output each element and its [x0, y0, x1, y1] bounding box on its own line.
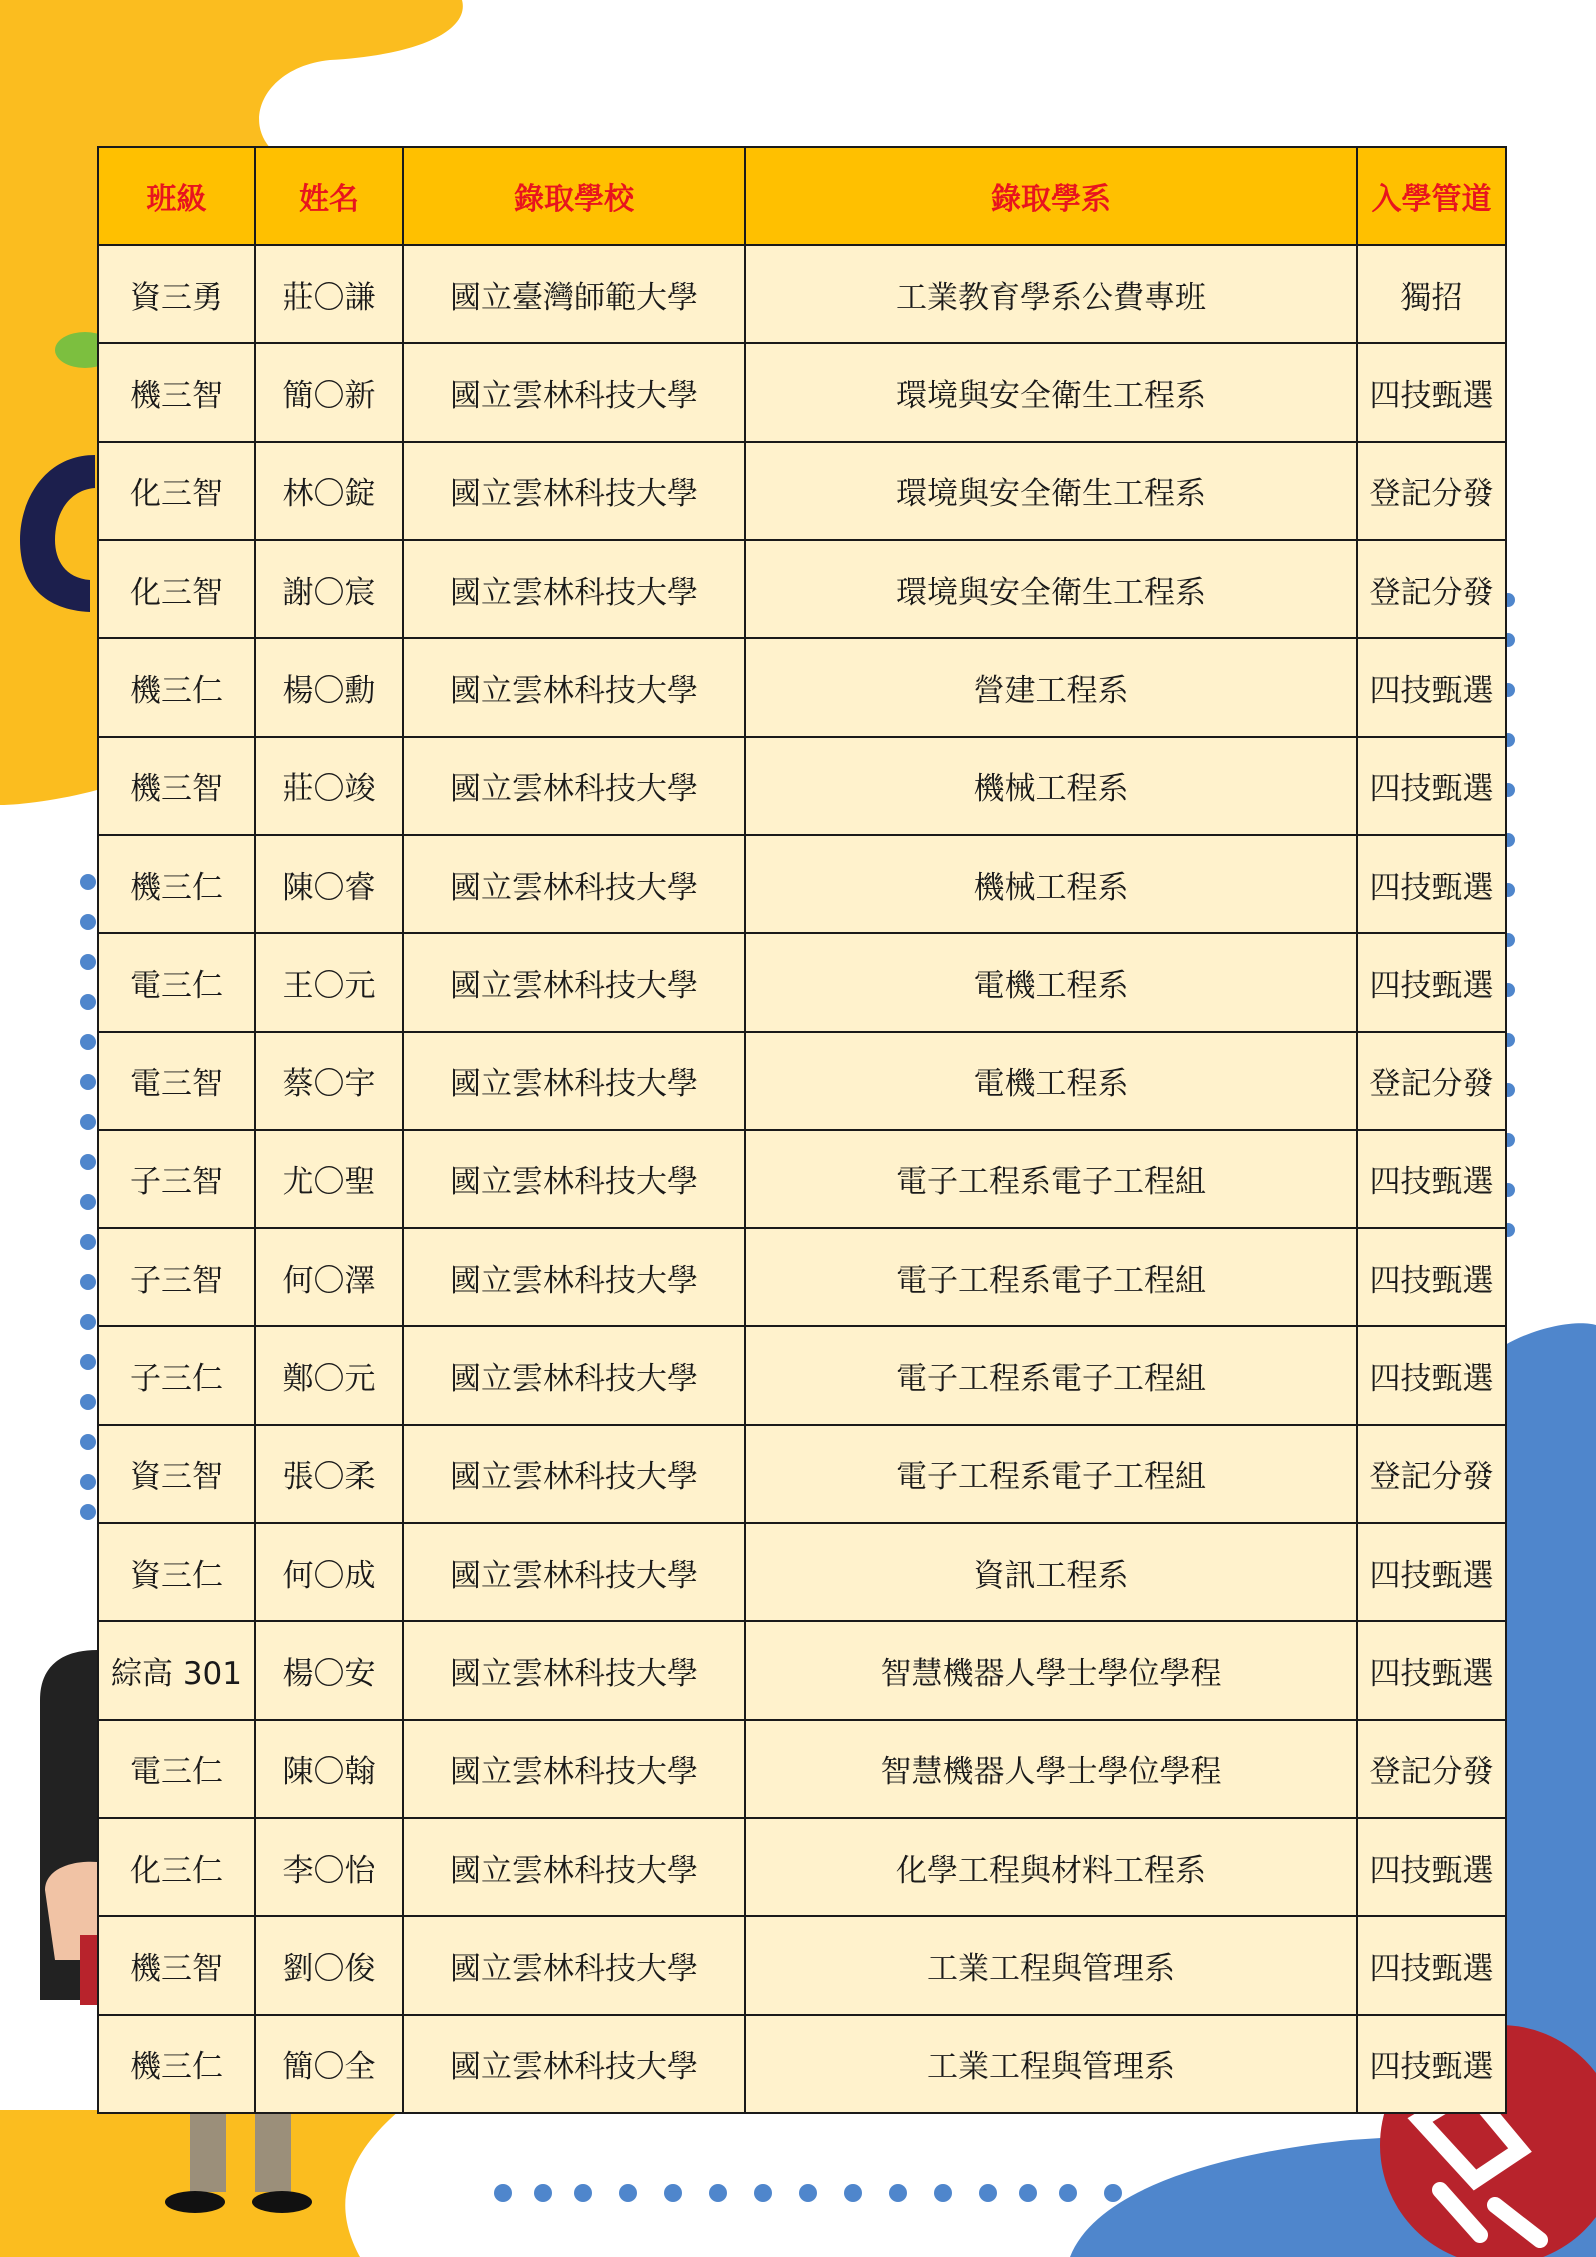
- cell-channel: 四技甄選: [1357, 1818, 1506, 1916]
- cell-name: 王〇元: [255, 933, 403, 1031]
- table-row: [98, 343, 1506, 441]
- cell-name: 李〇怡: [255, 1818, 403, 1916]
- table-row: [98, 1228, 1506, 1326]
- cell-channel: 四技甄選: [1357, 1621, 1506, 1719]
- cell-channel: 四技甄選: [1357, 1523, 1506, 1621]
- cell-class: 機三智: [98, 1916, 255, 2014]
- cell-class: 子三智: [98, 1130, 255, 1228]
- cell-school: 國立雲林科技大學: [403, 1130, 745, 1228]
- cell-channel: 四技甄選: [1357, 638, 1506, 736]
- table-row: [98, 1425, 1506, 1523]
- bottom-dots: [494, 2184, 1122, 2202]
- table-row: [98, 1916, 1506, 2014]
- table-row: [98, 1523, 1506, 1621]
- table-row: [98, 737, 1506, 835]
- cell-name: 謝〇宸: [255, 540, 403, 638]
- cell-department: 工業工程與管理系: [745, 1916, 1357, 2014]
- cell-name: 簡〇全: [255, 2015, 403, 2113]
- header-school: 錄取學校: [403, 147, 745, 245]
- cell-school: 國立臺灣師範大學: [403, 245, 745, 343]
- cell-class: 化三智: [98, 442, 255, 540]
- cell-name: 劉〇俊: [255, 1916, 403, 2014]
- cell-school: 國立雲林科技大學: [403, 1326, 745, 1424]
- cell-school: 國立雲林科技大學: [403, 2015, 745, 2113]
- cell-school: 國立雲林科技大學: [403, 1425, 745, 1523]
- table-row: [98, 933, 1506, 1031]
- cell-department: 環境與安全衛生工程系: [745, 540, 1357, 638]
- cell-name: 莊〇謙: [255, 245, 403, 343]
- cell-channel: 四技甄選: [1357, 737, 1506, 835]
- cell-channel: 登記分發: [1357, 1032, 1506, 1130]
- cell-class: 資三智: [98, 1425, 255, 1523]
- table-row: [98, 1720, 1506, 1818]
- cell-channel: 獨招: [1357, 245, 1506, 343]
- cell-school: 國立雲林科技大學: [403, 638, 745, 736]
- cell-channel: 登記分發: [1357, 1720, 1506, 1818]
- cell-department: 電機工程系: [745, 1032, 1357, 1130]
- cell-name: 陳〇翰: [255, 1720, 403, 1818]
- cell-class: 電三仁: [98, 1720, 255, 1818]
- cell-class: 資三勇: [98, 245, 255, 343]
- table-row: [98, 1818, 1506, 1916]
- cell-name: 張〇柔: [255, 1425, 403, 1523]
- cell-channel: 四技甄選: [1357, 2015, 1506, 2113]
- table-row: [98, 1032, 1506, 1130]
- cell-class: 機三仁: [98, 835, 255, 933]
- cell-class: 子三智: [98, 1228, 255, 1326]
- table-row: [98, 835, 1506, 933]
- cell-department: 化學工程與材料工程系: [745, 1818, 1357, 1916]
- cell-school: 國立雲林科技大學: [403, 1032, 745, 1130]
- cell-class: 機三仁: [98, 2015, 255, 2113]
- cell-name: 蔡〇宇: [255, 1032, 403, 1130]
- cell-department: 環境與安全衛生工程系: [745, 442, 1357, 540]
- table-row: [98, 540, 1506, 638]
- cell-class: 綜高 301: [98, 1621, 255, 1719]
- header-class: 班級: [98, 147, 255, 245]
- cell-department: 電子工程系電子工程組: [745, 1228, 1357, 1326]
- cell-school: 國立雲林科技大學: [403, 1916, 745, 2014]
- table-row: [98, 1621, 1506, 1719]
- cell-name: 何〇澤: [255, 1228, 403, 1326]
- cell-name: 楊〇勳: [255, 638, 403, 736]
- table-row: [98, 245, 1506, 343]
- cell-school: 國立雲林科技大學: [403, 1523, 745, 1621]
- cell-department: 機械工程系: [745, 835, 1357, 933]
- cell-class: 化三仁: [98, 1818, 255, 1916]
- cell-department: 營建工程系: [745, 638, 1357, 736]
- cell-channel: 四技甄選: [1357, 343, 1506, 441]
- cell-name: 尤〇聖: [255, 1130, 403, 1228]
- cell-name: 莊〇竣: [255, 737, 403, 835]
- cell-class: 機三智: [98, 737, 255, 835]
- cell-channel: 四技甄選: [1357, 933, 1506, 1031]
- header-channel: 入學管道: [1357, 147, 1506, 245]
- cell-department: 電機工程系: [745, 933, 1357, 1031]
- cell-department: 工業教育學系公費專班: [745, 245, 1357, 343]
- header-name: 姓名: [255, 147, 403, 245]
- cell-name: 陳〇睿: [255, 835, 403, 933]
- table-row: [98, 2015, 1506, 2113]
- cell-department: 工業工程與管理系: [745, 2015, 1357, 2113]
- cell-class: 機三仁: [98, 638, 255, 736]
- table-row: [98, 442, 1506, 540]
- cell-channel: 登記分發: [1357, 442, 1506, 540]
- table-row: [98, 1326, 1506, 1424]
- cell-channel: 四技甄選: [1357, 1326, 1506, 1424]
- table-row: [98, 1130, 1506, 1228]
- cell-channel: 登記分發: [1357, 540, 1506, 638]
- cell-department: 電子工程系電子工程組: [745, 1130, 1357, 1228]
- header-department: 錄取學系: [745, 147, 1357, 245]
- cell-class: 子三仁: [98, 1326, 255, 1424]
- cell-class: 資三仁: [98, 1523, 255, 1621]
- cell-channel: 登記分發: [1357, 1425, 1506, 1523]
- cell-name: 鄭〇元: [255, 1326, 403, 1424]
- cell-department: 智慧機器人學士學位學程: [745, 1720, 1357, 1818]
- cell-school: 國立雲林科技大學: [403, 1228, 745, 1326]
- cell-department: 電子工程系電子工程組: [745, 1326, 1357, 1424]
- cell-department: 資訊工程系: [745, 1523, 1357, 1621]
- yellow-dot: [60, 412, 72, 424]
- cell-school: 國立雲林科技大學: [403, 343, 745, 441]
- cell-name: 林〇錠: [255, 442, 403, 540]
- cell-class: 機三智: [98, 343, 255, 441]
- cell-school: 國立雲林科技大學: [403, 540, 745, 638]
- cell-channel: 四技甄選: [1357, 835, 1506, 933]
- cell-class: 電三仁: [98, 933, 255, 1031]
- cell-name: 楊〇安: [255, 1621, 403, 1719]
- cell-school: 國立雲林科技大學: [403, 442, 745, 540]
- table-row: [98, 638, 1506, 736]
- cell-channel: 四技甄選: [1357, 1130, 1506, 1228]
- cell-name: 簡〇新: [255, 343, 403, 441]
- left-dots: [80, 874, 96, 1520]
- cell-department: 電子工程系電子工程組: [745, 1425, 1357, 1523]
- cell-channel: 四技甄選: [1357, 1916, 1506, 2014]
- cell-department: 環境與安全衛生工程系: [745, 343, 1357, 441]
- cell-school: 國立雲林科技大學: [403, 1621, 745, 1719]
- cell-name: 何〇成: [255, 1523, 403, 1621]
- cell-department: 機械工程系: [745, 737, 1357, 835]
- cell-class: 化三智: [98, 540, 255, 638]
- cell-school: 國立雲林科技大學: [403, 1720, 745, 1818]
- cell-class: 電三智: [98, 1032, 255, 1130]
- cell-department: 智慧機器人學士學位學程: [745, 1621, 1357, 1719]
- cell-school: 國立雲林科技大學: [403, 737, 745, 835]
- cell-school: 國立雲林科技大學: [403, 1818, 745, 1916]
- admission-table: [97, 146, 1507, 2114]
- cell-school: 國立雲林科技大學: [403, 933, 745, 1031]
- header-row: [98, 147, 1506, 245]
- cell-channel: 四技甄選: [1357, 1228, 1506, 1326]
- cell-school: 國立雲林科技大學: [403, 835, 745, 933]
